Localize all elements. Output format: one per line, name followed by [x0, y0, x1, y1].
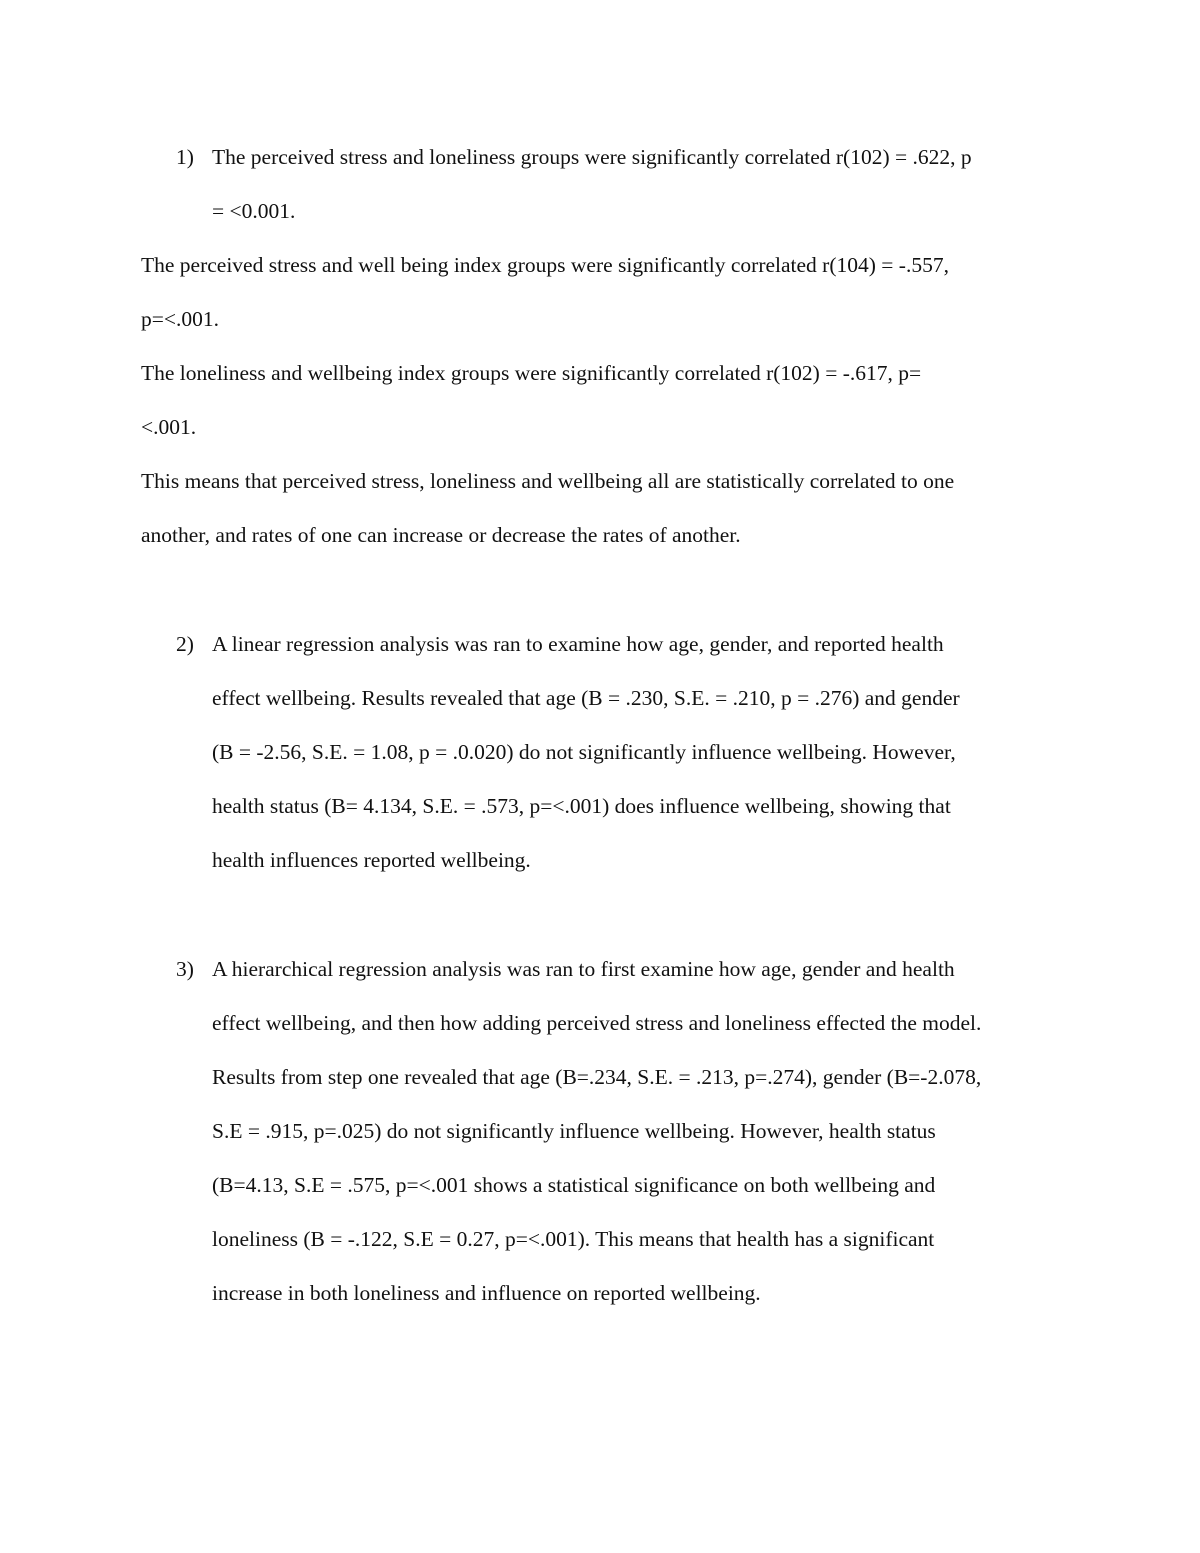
text-line: The perceived stress and loneliness groups were significantly correlated r(102) = .622, p — [212, 145, 972, 169]
text-line: health status (B= 4.134, S.E. = .573, p=<.001) does influence wellbeing, showing that — [212, 794, 951, 818]
text-line: health influences reported wellbeing. — [212, 848, 531, 872]
paragraph-line: This means that perceived stress, loneliness and wellbeing all are statistically correlated to one — [141, 469, 955, 493]
text-line: A linear regression analysis was ran to examine how age, gender, and reported health — [212, 632, 944, 656]
text-line: effect wellbeing, and then how adding perceived stress and loneliness effected the model. — [212, 1011, 982, 1035]
text-line: = <0.001. — [212, 199, 296, 223]
text-line: A hierarchical regression analysis was ran to first examine how age, gender and health — [212, 957, 955, 981]
text-line: (B = -2.56, S.E. = 1.08, p = .0.020) do not significantly influence wellbeing. However, — [212, 740, 956, 764]
paragraph-line: p=<.001. — [141, 307, 220, 331]
text-line: effect wellbeing. Results revealed that age (B = .230, S.E. = .210, p = .276) and gender — [212, 686, 960, 710]
text-line: increase in both loneliness and influence on reported wellbeing. — [212, 1281, 761, 1305]
paragraph-line: The loneliness and wellbeing index groups were significantly correlated r(102) = -.617, p= — [141, 361, 922, 385]
paragraph-line: <.001. — [141, 415, 197, 439]
text-line: loneliness (B = -.122, S.E = 0.27, p=<.001). This means that health has a significant — [212, 1227, 935, 1251]
list-number: 1) — [176, 145, 194, 169]
list-number: 2) — [176, 632, 194, 656]
paragraph-line: The perceived stress and well being index groups were significantly correlated r(104) = -.557, — [141, 253, 949, 277]
paragraph-line: another, and rates of one can increase or decrease the rates of another. — [141, 523, 741, 547]
list-number: 3) — [176, 957, 194, 981]
text-line: (B=4.13, S.E = .575, p=<.001 shows a statistical significance on both wellbeing and — [212, 1173, 936, 1197]
text-line: Results from step one revealed that age (B=.234, S.E. = .213, p=.274), gender (B=-2.078, — [212, 1065, 982, 1089]
text-line: S.E = .915, p=.025) do not significantly influence wellbeing. However, health status — [212, 1119, 936, 1143]
